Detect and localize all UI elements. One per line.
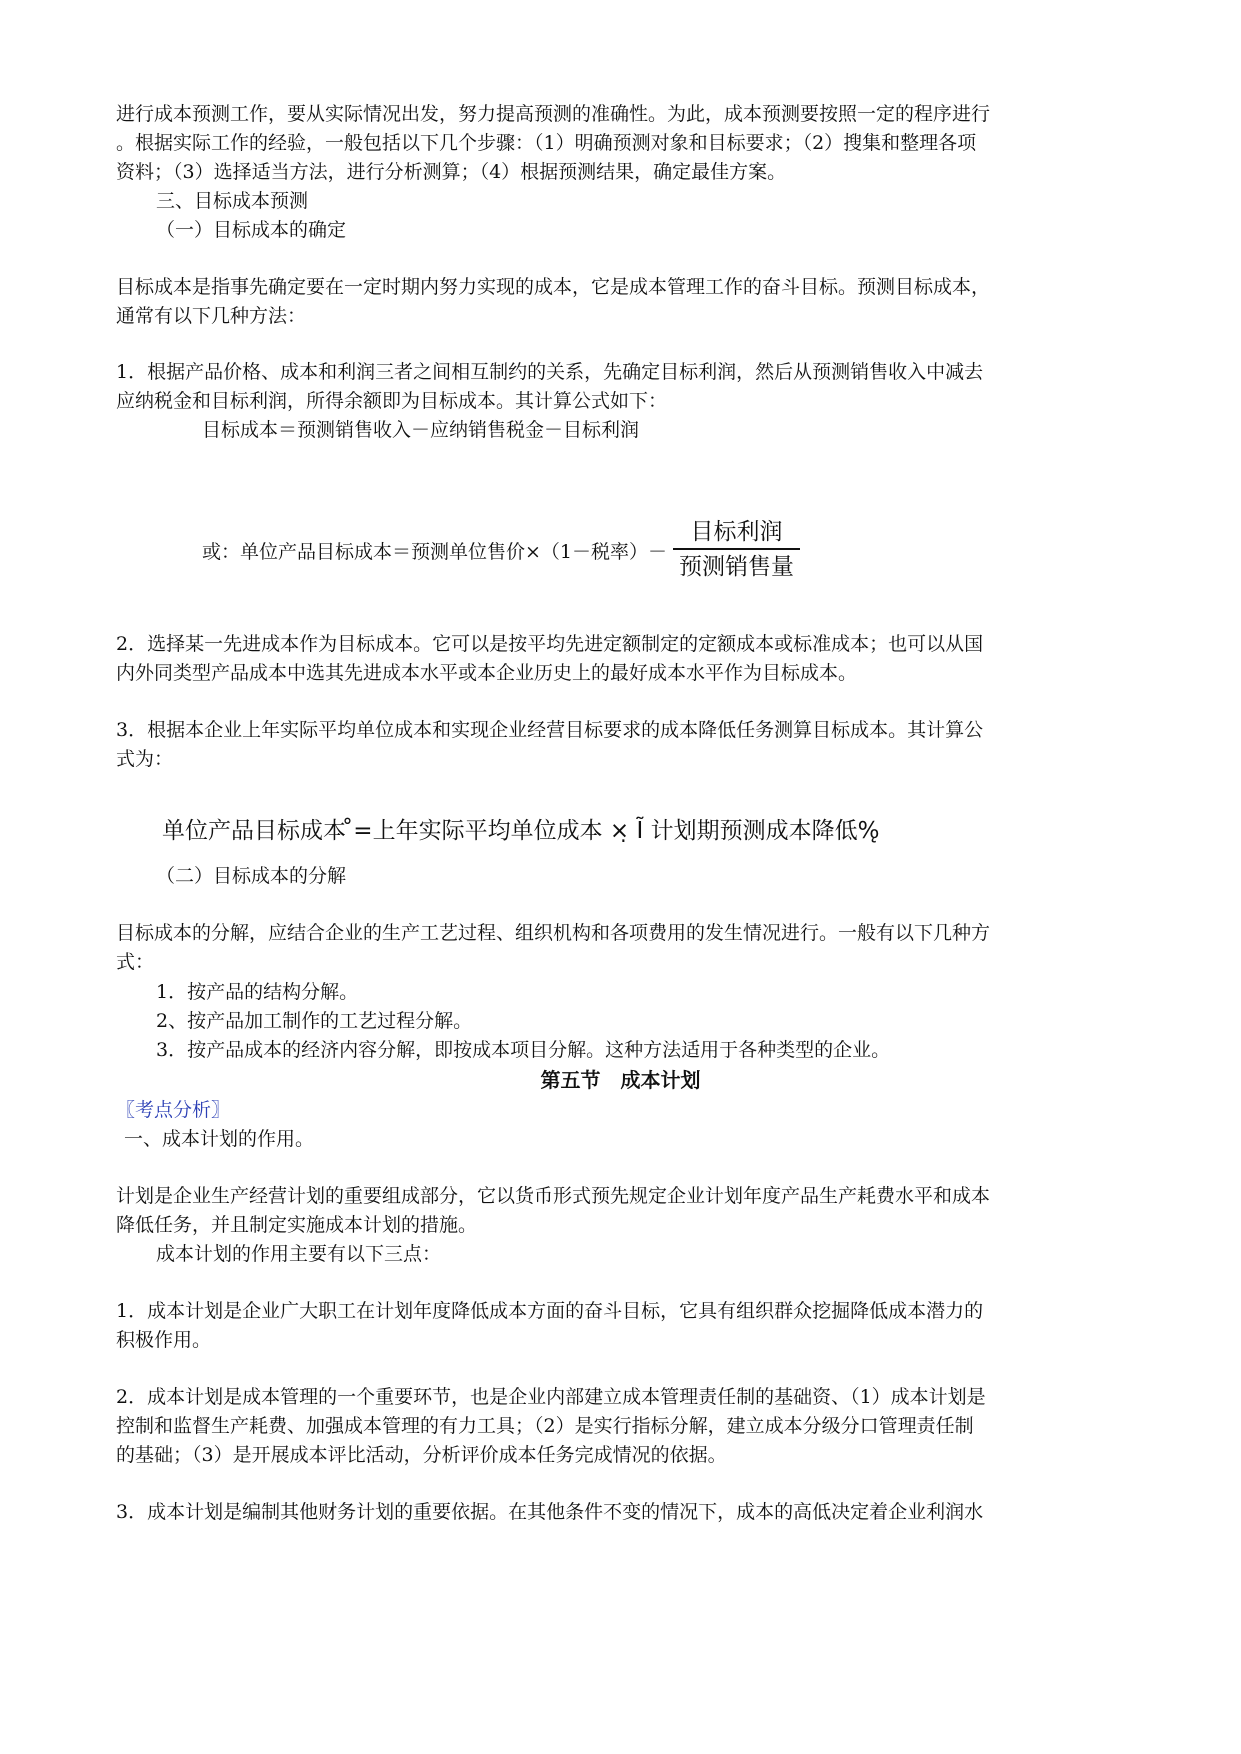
section-heading: 第五节 成本计划 [540,1068,701,1092]
paragraph-line: 成本计划的作用主要有以下三点： [156,1243,442,1265]
list-item: 3．按产品成本的经济内容分解，即按成本项目分解。这种方法适用于各种类型的企业。 [156,1039,891,1061]
cost-reduction-formula: 单位产品目标成本 ̊=上年实际平均单位成本 ×̣ Ĩ 计划期预测成本降低%̨ [162,818,880,844]
formula-line: 目标成本＝预测销售收入－应纳销售税金－目标利润 [202,419,640,441]
paragraph-line: 积极作用。 [116,1329,212,1351]
paragraph-line: 的基础；（3）是开展成本评比活动，分析评价成本任务完成情况的依据。 [116,1444,727,1466]
formula-fraction [673,516,800,584]
paragraph-line: 2．选择某一先进成本作为目标成本。它可以是按平均先进定额制定的定额成本或标准成本；也可以从国 [116,633,984,655]
paragraph-line: 计划是企业生产经营计划的重要组成部分，它以货币形式预先规定企业计划年度产品生产耗费水平和成本 [116,1185,991,1207]
list-item: 2、按产品加工制作的工艺过程分解。 [156,1010,473,1032]
paragraph-line: 式： [116,951,155,973]
fraction-numerator: 目标利润 [690,519,783,545]
formula-lhs: 或：单位产品目标成本＝预测单位售价×（1－税率）－ [202,540,668,563]
paragraph-line: 3．根据本企业上年实际平均单位成本和实现企业经营目标要求的成本降低任务测算目标成本。其计算公 [116,719,984,741]
paragraph-line: 3．成本计划是编制其他财务计划的重要依据。在其他条件不变的情况下，成本的高低决定着企业利润水 [116,1501,984,1523]
section-title: 三、目标成本预测 [156,190,309,212]
paragraph-line: 降低任务，并且制定实施成本计划的措施。 [116,1214,478,1236]
section-title: 一、成本计划的作用。 [124,1128,315,1150]
paragraph-line: 应纳税金和目标利润，所得余额即为目标成本。其计算公式如下： [116,390,668,412]
paragraph-line: 1．根据产品价格、成本和利润三者之间相互制约的关系，先确定目标利润，然后从预测销售收入中减去 [116,361,984,383]
paragraph-line: 2．成本计划是成本管理的一个重要环节，也是企业内部建立成本管理责任制的基础资、（1）成本计划是 [116,1386,986,1408]
paragraph-line: 目标成本是指事先确定要在一定时期内努力实现的成本，它是成本管理工作的奋斗目标。预测目标成本， [116,276,991,298]
paragraph-line: 通常有以下几种方法： [116,305,307,327]
paragraph-line: 内外同类型产品成本中选其先进成本水平或本企业历史上的最好成本水平作为目标成本。 [116,662,858,684]
paragraph-line: 控制和监督生产耗费、加强成本管理的有力工具；（2）是实行指标分解，建立成本分级分口管理责任制 [116,1415,974,1437]
paragraph-line: 资料；（3）选择适当方法，进行分析测算；（4）根据预测结果，确定最佳方案。 [116,161,787,183]
list-item: 1．按产品的结构分解。 [156,981,359,1003]
paragraph-line: 式为： [116,748,174,770]
subsection-title: （二）目标成本的分解 [156,865,347,887]
exam-analysis-tag: 〖考点分析〗 [116,1099,231,1121]
subsection-title: （一）目标成本的确定 [156,219,347,241]
paragraph-line: 目标成本的分解，应结合企业的生产工艺过程、组织机构和各项费用的发生情况进行。一般有以下几种方 [116,922,991,944]
fraction-denominator: 预测销售量 [679,554,795,580]
paragraph-line: 进行成本预测工作，要从实际情况出发，努力提高预测的准确性。为此，成本预测要按照一定的程序进行 [116,103,991,125]
paragraph-line: 1．成本计划是企业广大职工在计划年度降低成本方面的奋斗目标，它具有组织群众挖掘降低成本潜力的 [116,1300,984,1322]
paragraph-line: 。根据实际工作的经验，一般包括以下几个步骤：（1）明确预测对象和目标要求；（2）搜集和整理各项 [116,132,977,154]
unit-target-cost-formula [202,515,800,585]
